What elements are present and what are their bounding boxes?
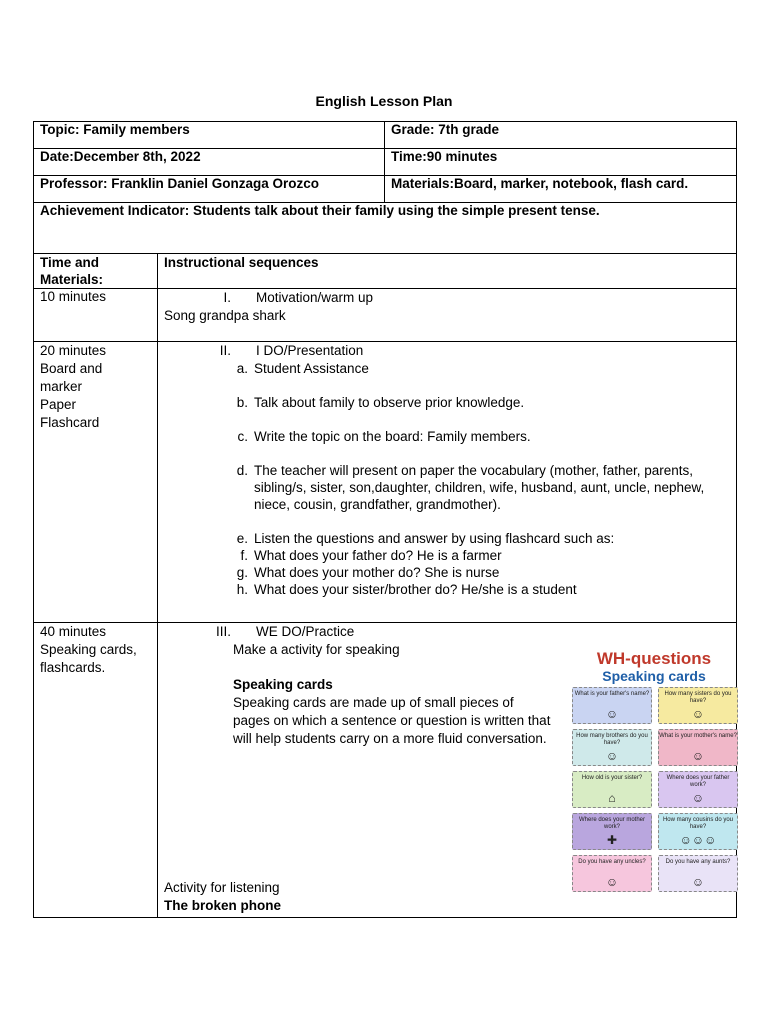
speaking-card [572, 855, 652, 892]
speaking-card [572, 813, 652, 850]
man-icon: ☺ [691, 791, 705, 805]
card-question: How many brothers do you have? [576, 733, 648, 746]
listening-activity: Activity for listening [164, 880, 280, 895]
row1-time: 10 minutes [34, 289, 158, 342]
speaking-card [572, 687, 652, 724]
man-icon: ☺ [605, 875, 619, 889]
woman-icon: ☺ [691, 749, 705, 763]
card-question: Do you have any aunts? [665, 859, 731, 865]
list-item: e. Listen the questions and answer by using flashcard such as: [236, 531, 615, 546]
document-title: English Lesson Plan [315, 93, 453, 109]
row3-content [158, 623, 737, 918]
speaking-card [572, 729, 652, 766]
card-question: How old is your sister? [581, 775, 643, 781]
speaking-cards-image [568, 649, 740, 907]
card-question: How many cousins do you have? [662, 817, 734, 830]
speaking-cards-heading: Speaking cards [233, 677, 333, 692]
speaking-card [658, 813, 738, 850]
boy-icon: ☺ [605, 707, 619, 721]
topic-cell: Topic: Family members [34, 122, 385, 149]
row2-heading: II. I DO/Presentation [219, 343, 364, 358]
date-cell: Date:December 8th, 2022 [34, 149, 385, 176]
card-question: Do you have any uncles? [578, 859, 646, 865]
card-question: What is your mother's name? [659, 733, 737, 739]
grade-cell: Grade: 7th grade [385, 122, 737, 149]
speaking-card [658, 729, 738, 766]
list-item: g. What does your mother do? She is nurse [236, 565, 500, 580]
card-question: How many sisters do you have? [664, 691, 732, 704]
card-question: Where does your mother work? [578, 817, 646, 830]
speaking-card [658, 687, 738, 724]
girl-icon: ☺ [691, 707, 705, 721]
time-materials-header: Time and Materials: [34, 254, 158, 289]
speaking-card [572, 771, 652, 808]
woman-icon: ☺ [691, 875, 705, 889]
boy-icon: ☺ [605, 749, 619, 763]
wh-questions-title: WH-questions [596, 649, 712, 668]
speaking-cards-paragraph: Speaking cards are made up of small pieces of pages on which a sentence or question is written that will help students carry on a more fluid conversation. [233, 695, 551, 746]
cards-grid [568, 687, 740, 892]
professor-cell: Professor: Franklin Daniel Gonzaga Orozco [34, 176, 385, 203]
presentation-steps [164, 360, 730, 598]
row3-line: Make a activity for speaking [233, 642, 400, 657]
card-question: What is your father's name? [574, 691, 650, 697]
list-item: b. Talk about family to observe prior knowledge. [236, 395, 525, 410]
nurse-icon: ✚ [606, 833, 618, 847]
card-question: Where does your father work? [666, 775, 730, 788]
row1-content [158, 289, 737, 342]
row1-text: Song grandpa shark [164, 308, 286, 323]
list-item: f. What does your father do? He is a farmer [240, 548, 502, 563]
list-item: d. The teacher will present on paper the vocabulary (mother, father, parents, sibling/s, sister, son,daughter, children, wife, husband, aunt, uncle, nephew, niece, cousin, grandfather, grandmother). [236, 463, 705, 512]
row1-heading: I. Motivation/warm up [223, 290, 374, 305]
cake-icon: ⌂ [608, 791, 616, 805]
row3-time: 40 minutes Speaking cards, flashcards. [34, 623, 158, 918]
speaking-card [658, 771, 738, 808]
kids-icon: ☺☺☺ [679, 833, 717, 847]
materials-cell: Materials:Board, marker, notebook, flash card. [385, 176, 737, 203]
row2-time: 20 minutes Board and marker Paper Flashcard [34, 342, 158, 623]
speaking-cards-subtitle: Speaking cards [602, 668, 706, 684]
lesson-plan-table [33, 121, 737, 918]
list-item: c. Write the topic on the board: Family members. [237, 429, 531, 444]
sequences-header: Instructional sequences [158, 254, 737, 289]
row2-content [158, 342, 737, 623]
list-item: a. Student Assistance [236, 361, 369, 376]
broken-phone: The broken phone [164, 898, 282, 913]
time-cell: Time:90 minutes [385, 149, 737, 176]
speaking-card [658, 855, 738, 892]
row3-heading: III. WE DO/Practice [215, 624, 355, 639]
list-item: h. What does your sister/brother do? He/she is a student [236, 582, 577, 597]
achievement-indicator: Achievement Indicator: Students talk about their family using the simple present tense. [34, 203, 737, 254]
